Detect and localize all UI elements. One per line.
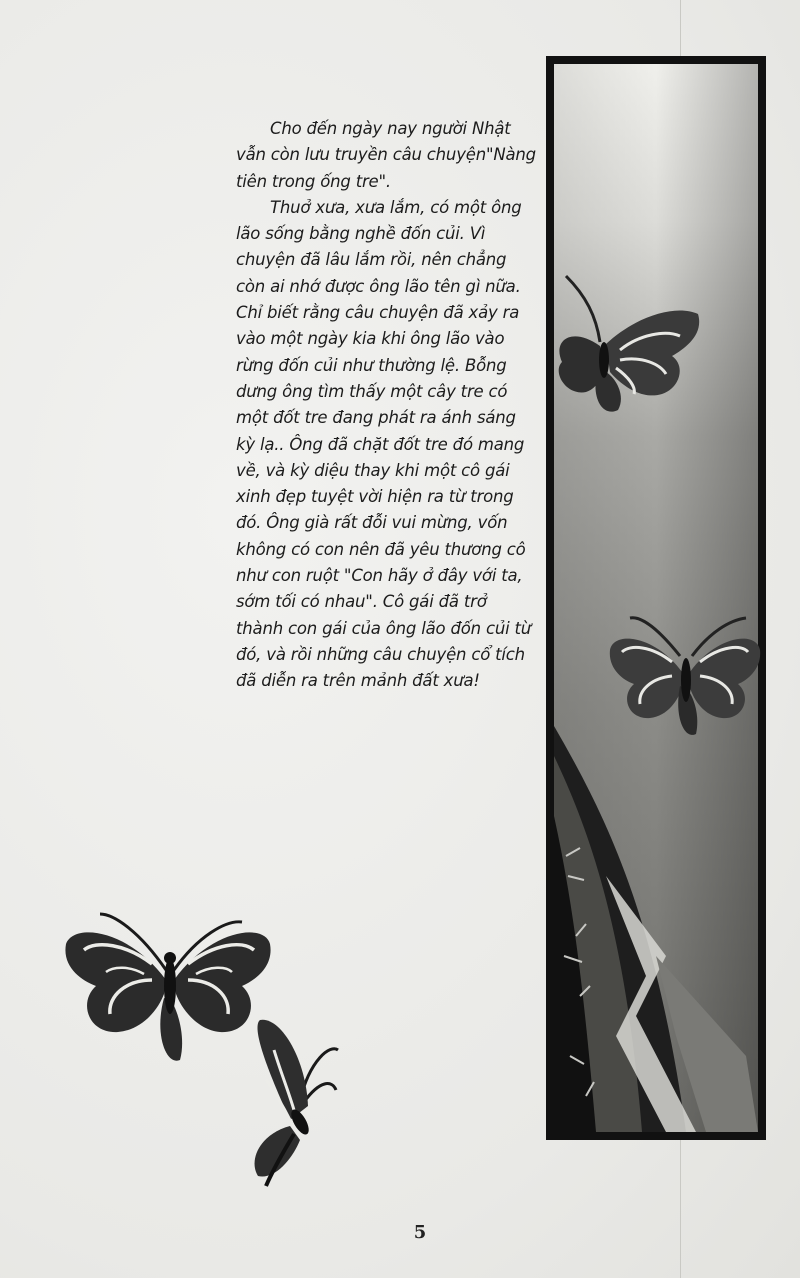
story-paragraph-2: Thuở xưa, xưa lắm, có một ông lão sống bằng nghề đốn củi. Vì chuyện đã lâu lắm rồi, nên chẳng còn ai nhớ được ông lão tên gì nữa. Chỉ biết rằng câu chuyện đã xảy ra vào một ngày kia khi ông lão vào rừng đốn củi như thường lệ. Bỗng dưng ông tìm thấy một cây tre có một đốt tre đang phát ra ánh sáng kỳ lạ.. Ông đã chặt đốt tre đó mang về, và kỳ diệu thay khi một cô gái xinh đẹp tuyệt vời hiện ra từ trong đó. Ông già rất đỗi vui mừng, vốn không có con nên đã yêu thương cô như con ruột "Con hãy ở đây với ta, sớm tối có nhau". Cô gái đã trở thành con gái của ông lão đốn củi từ đó, và rồi những câu chuyện cổ tích đã diễn ra trên mảnh đất xưa! <box>236 197 532 691</box>
illustration-panel <box>546 56 766 1140</box>
butterfly-illustration <box>60 900 380 1210</box>
page-number: 5 <box>413 1222 427 1243</box>
butterfly-icon <box>65 914 270 1061</box>
story-text <box>236 116 536 695</box>
butterfly-icon <box>255 1020 338 1186</box>
story-paragraph-1: Cho đến ngày nay người Nhật vẫn còn lưu truyền câu chuyện"Nàng tiên trong ống tre". <box>236 119 536 191</box>
